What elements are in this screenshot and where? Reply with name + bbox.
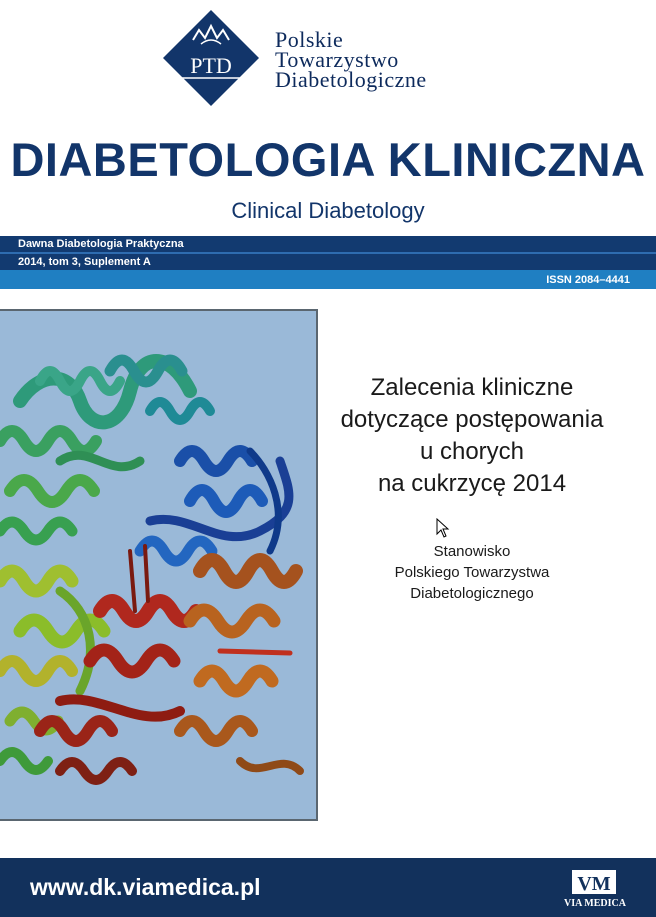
journal-subtitle: Clinical Diabetology bbox=[231, 198, 425, 223]
society-name bbox=[275, 27, 427, 92]
document-title-line-2: dotyczące postępowania bbox=[340, 406, 604, 433]
document-title-line-1: Zalecenia kliniczne bbox=[370, 374, 574, 401]
journal-title: DIABETOLOGIA KLINICZNA bbox=[10, 133, 646, 186]
document-subtitle bbox=[330, 541, 614, 604]
document-title-line-3: u chorych bbox=[419, 438, 525, 465]
society-name-line-2: Towarzystwo bbox=[275, 47, 399, 72]
former-title: Dawna Diabetologia Praktyczna bbox=[18, 238, 184, 250]
vm-mark: VM bbox=[577, 873, 611, 895]
website-link[interactable]: www.dk.viamedica.pl bbox=[30, 874, 261, 900]
document-subtitle-line-3: Diabetologicznego bbox=[410, 585, 534, 602]
protein-structure-image bbox=[0, 309, 318, 821]
issn-number: ISSN 2084–4441 bbox=[546, 274, 630, 286]
issue-info: 2014, tom 3, Suplement A bbox=[18, 256, 151, 268]
ptd-logo-text: PTD bbox=[190, 53, 232, 78]
society-name-line-3: Diabetologiczne bbox=[275, 67, 427, 92]
document-title bbox=[300, 372, 644, 500]
mouse-pointer-icon bbox=[436, 518, 450, 538]
via-medica-logo bbox=[554, 866, 636, 910]
issue-band-divider bbox=[0, 252, 656, 254]
document-subtitle-line-2: Polskiego Towarzystwa bbox=[394, 564, 550, 581]
document-subtitle-line-1: Stanowisko bbox=[433, 543, 511, 560]
ptd-logo bbox=[163, 10, 259, 106]
publisher-name: VIA MEDICA bbox=[564, 898, 626, 909]
document-title-line-4: na cukrzycę 2014 bbox=[377, 470, 567, 497]
society-name-line-1: Polskie bbox=[275, 27, 344, 52]
